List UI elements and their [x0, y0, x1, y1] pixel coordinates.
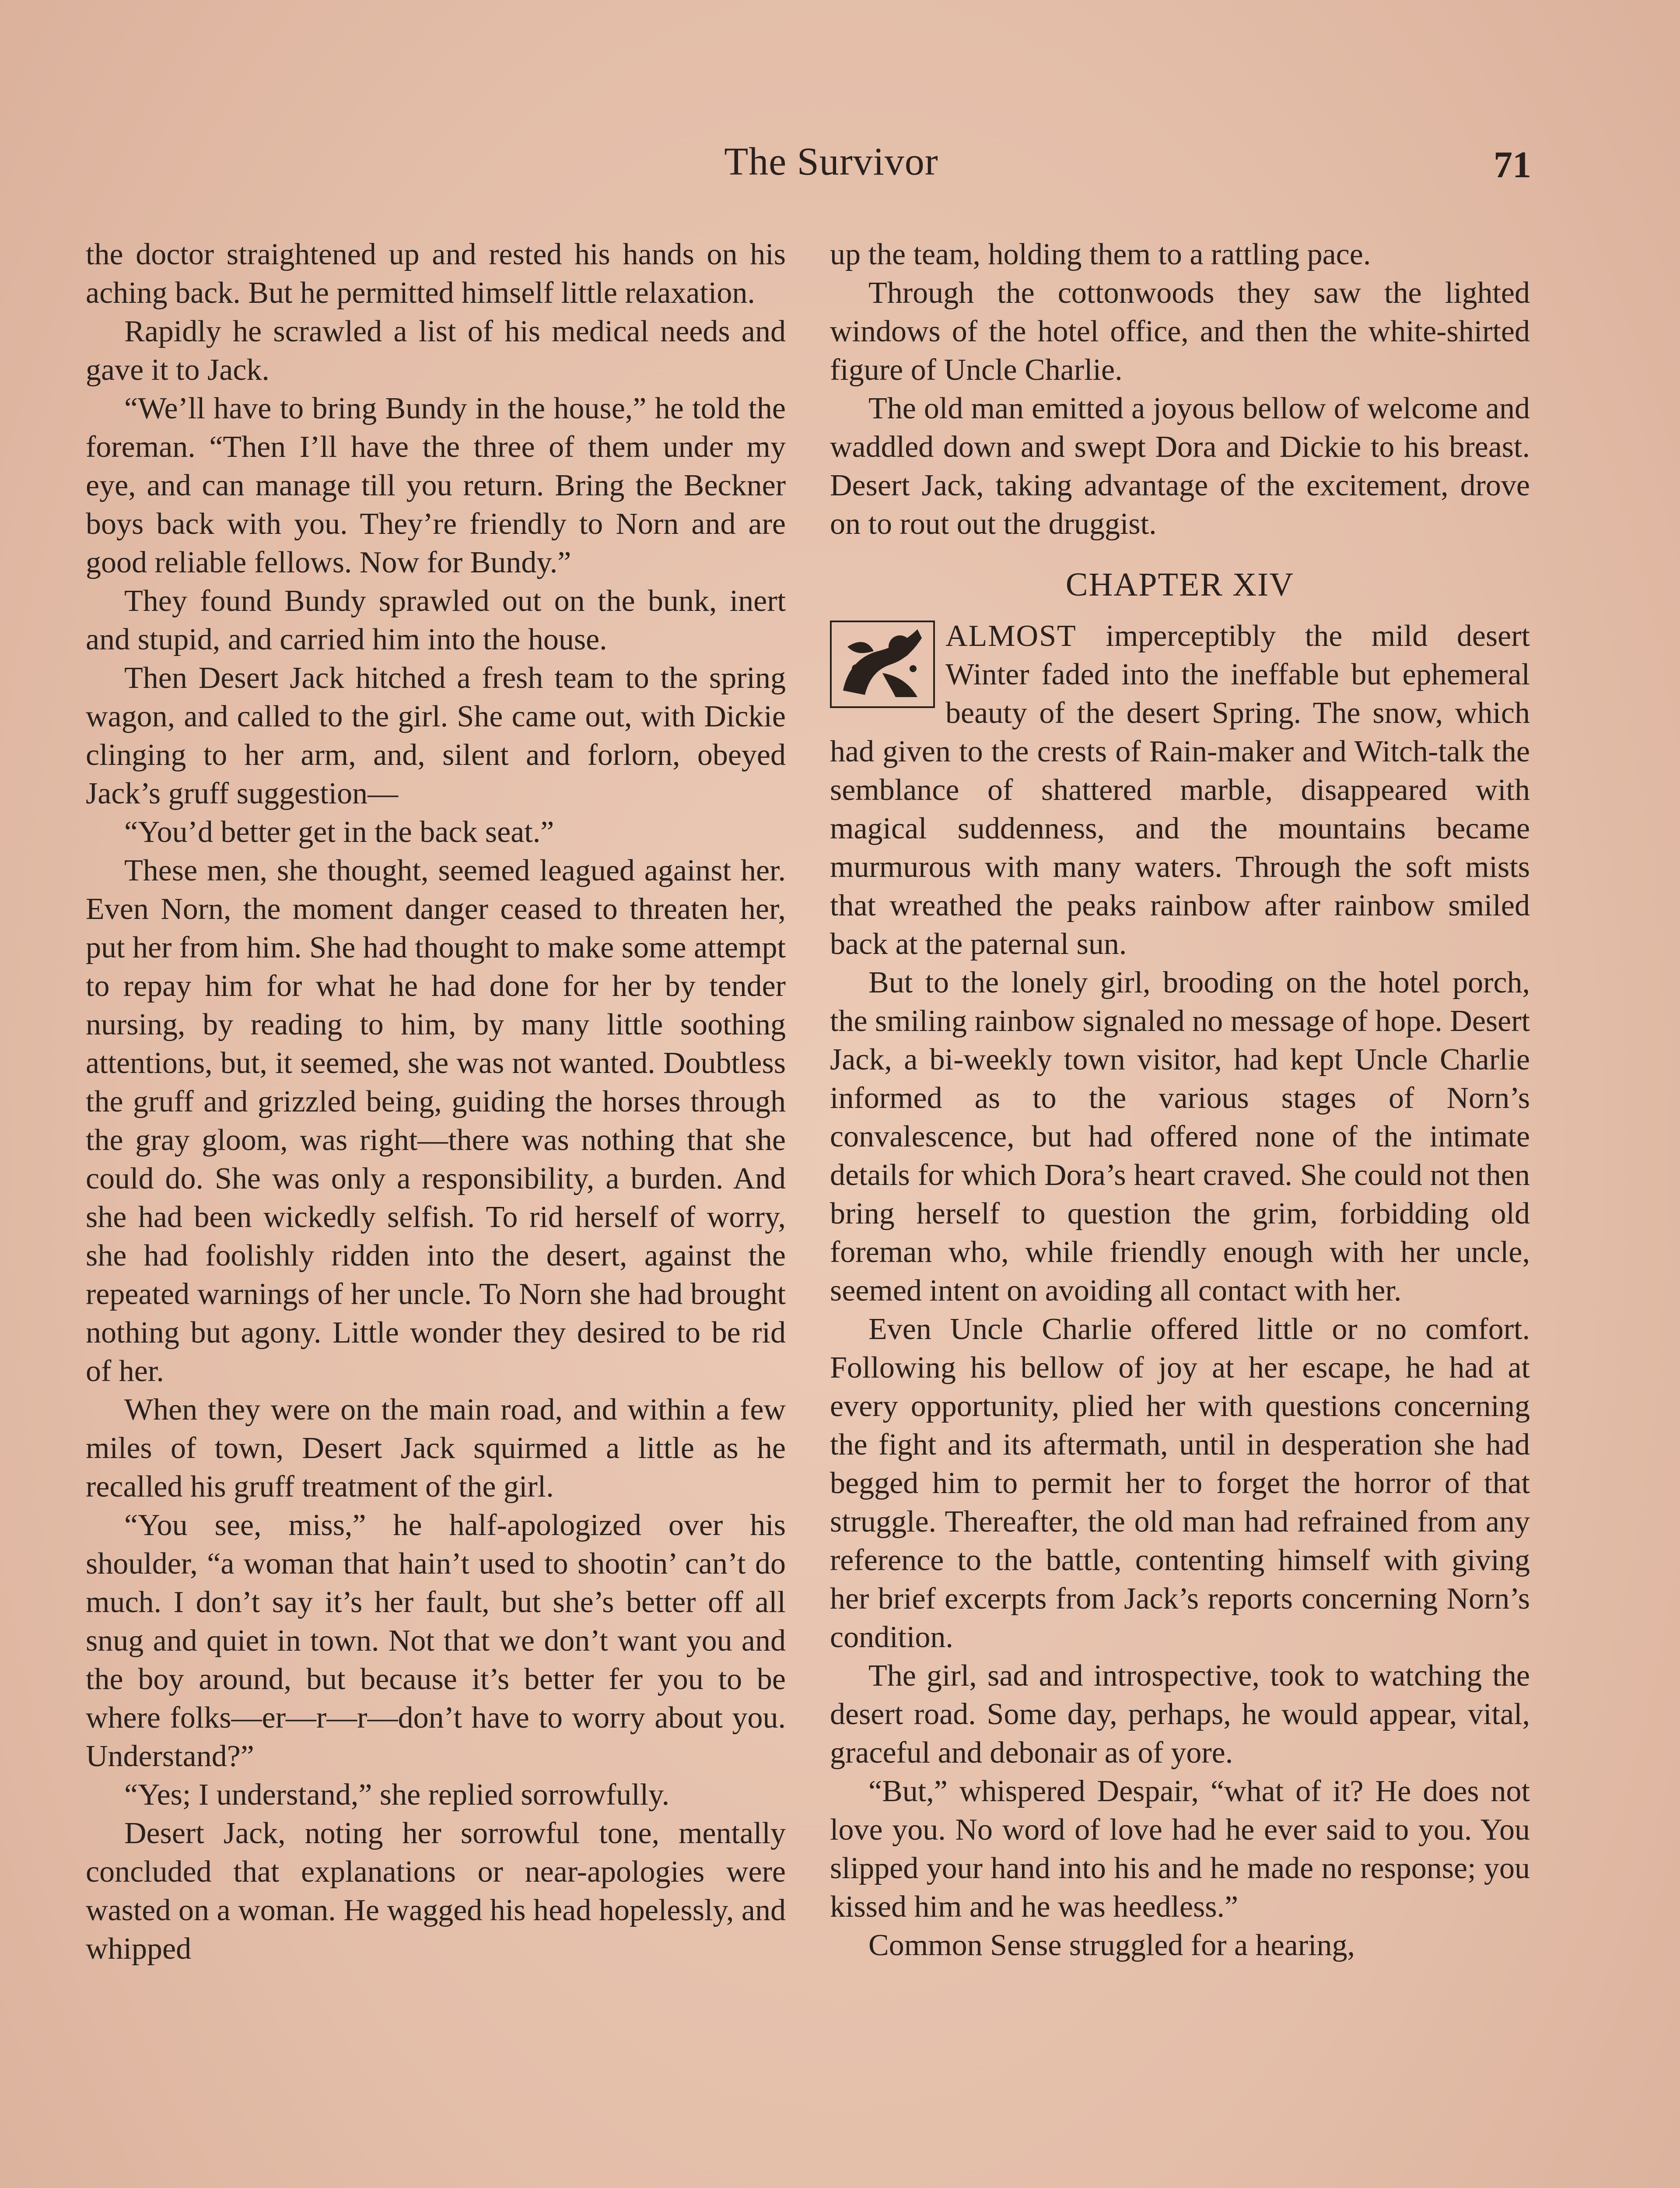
opening-text: imperceptibly the mild desert Winter faded into the ineffable but ephemeral beauty of the desert Spring. The snow, which had given to the crests of Rain-maker and Witch-talk the semblance of shattered marble, disappeared with magical suddenness, and the mountains became murmurous with many waters. Through the soft mists that wreathed the peaks rainbow after rainbow smiled back at the paternal sun.: [830, 619, 1530, 961]
chapter-heading: CHAPTER XIV: [1065, 566, 1295, 603]
drop-cap-ornament-icon: [830, 621, 935, 708]
paragraph: “We’ll have to bring Bundy in the house,” he told the foreman. “Then I’ll have the three of them under my eye, and can manage till you return. Bring the Beckner boys back with you. They’re friendly to Norn and are good reliable fellows. Now for Bundy.”: [86, 392, 786, 579]
paragraph: Rapidly he scrawled a list of his medical needs and gave it to Jack.: [86, 315, 786, 387]
paragraph: “Yes; I understand,” she replied sorrowfully.: [124, 1778, 670, 1812]
paragraph: up the team, holding them to a rattling pace.: [830, 238, 1371, 271]
paragraph: the doctor straightened up and rested his hands on his aching back. But he permitted himself little relaxation.: [86, 238, 786, 310]
paragraph: “You see, miss,” he half-apologized over his shoulder, “a woman that hain’t used to shootin’ can’t do much. I don’t say it’s her fault, but she’s better off all snug and quiet in town. Not that we don’t want you and the boy around, but because it’s better fer you to be where folks—er—r—r—don’t have to worry about you. Understand?”: [86, 1508, 786, 1773]
running-head: The Survivor: [724, 140, 938, 183]
paragraph: “You’d better get in the back seat.”: [124, 815, 554, 849]
opening-word: ALMOST: [945, 619, 1077, 653]
paragraph: “But,” whispered Despair, “what of it? He does not love you. No word of love had he ever said to you. You slipped your hand into his and he made no response; you kissed him and he was heedless.”: [830, 1774, 1530, 1924]
paragraph: Then Desert Jack hitched a fresh team to the spring wagon, and called to the girl. She came out, with Dickie clinging to her arm, and, silent and forlorn, obeyed Jack’s gruff suggestion—: [86, 661, 786, 810]
paragraph: Through the cottonwoods they saw the lighted windows of the hotel office, and then the white-shirted figure of Uncle Charlie.: [830, 276, 1530, 387]
paragraph: Desert Jack, noting her sorrowful tone, mentally concluded that explanations or near-apologies were wasted on a woman. He wagged his head hopelessly, and whipped: [86, 1816, 786, 1966]
paragraph: But to the lonely girl, brooding on the hotel porch, the smiling rainbow signaled no message of hope. Desert Jack, a bi-weekly town visitor, had kept Uncle Charlie informed as to the various stages of Norn’s convalescence, but had offered none of the intimate details for which Dora’s heart craved. She could not then bring herself to question the grim, forbidding old foreman who, while friendly enough with her uncle, seemed intent on avoiding all contact with her.: [830, 966, 1530, 1308]
right-column: [830, 235, 1530, 1965]
chapter-opening-paragraph: [830, 617, 1530, 964]
paragraph: These men, she thought, seemed leagued against her. Even Norn, the moment danger ceased to threaten her, put her from him. She had thought to make some attempt to repay him for what he had done for her by tender nursing, by reading to him, by many little soothing attentions, but, it seemed, she was not wanted. Doubtless the gruff and grizzled being, guiding the horses through the gray gloom, was right—there was nothing that she could do. She was only a responsibility, a burden. And she had been wickedly selfish. To rid herself of worry, she had foolishly ridden into the desert, against the repeated warnings of her uncle. To Norn she had brought nothing but agony. Little wonder they desired to be rid of her.: [86, 854, 786, 1388]
left-column: [86, 235, 786, 1968]
paragraph: The girl, sad and introspective, took to watching the desert road. Some day, perhaps, he would appear, vital, graceful and debonair as of yore.: [830, 1659, 1530, 1770]
paragraph: Even Uncle Charlie offered little or no comfort. Following his bellow of joy at her escape, he had at every opportunity, plied her with questions concerning the fight and its aftermath, until in desperation she had begged him to permit her to forget the horror of that struggle. Thereafter, the old man had refrained from any reference to the battle, contenting himself with giving her brief excerpts from Jack’s reports concerning Norn’s condition.: [830, 1312, 1530, 1654]
paragraph: Common Sense struggled for a hearing,: [868, 1929, 1355, 1962]
paragraph: They found Bundy sprawled out on the bunk, inert and stupid, and carried him into the house.: [86, 584, 786, 656]
page-number: 71: [1494, 144, 1531, 186]
paragraph: The old man emitted a joyous bellow of welcome and waddled down and swept Dora and Dickie to his breast. Desert Jack, taking advantage of the excitement, drove on to rout out the druggist.: [830, 392, 1530, 541]
paragraph: When they were on the main road, and within a few miles of town, Desert Jack squirmed a little as he recalled his gruff treatment of the girl.: [86, 1393, 786, 1504]
